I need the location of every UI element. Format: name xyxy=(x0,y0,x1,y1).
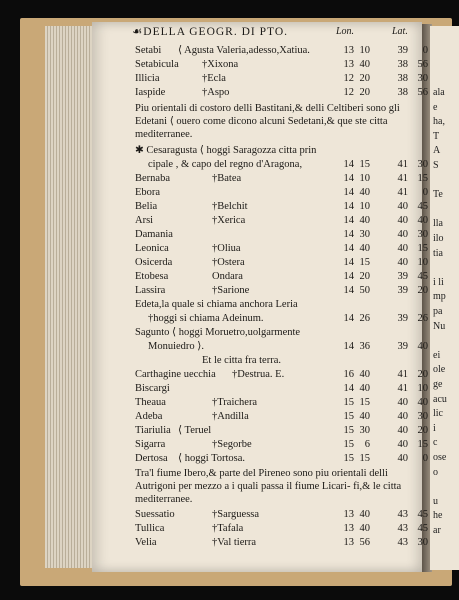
place-name: Suessatio xyxy=(135,509,175,520)
place-name: Ebora xyxy=(135,187,161,198)
latitude-minutes: 45 xyxy=(417,509,428,520)
latitude-minutes: 20 xyxy=(417,425,428,436)
longitude-degrees: 13 xyxy=(343,509,354,520)
longitude-minutes: 40 xyxy=(359,383,370,394)
table-row xyxy=(92,186,428,200)
place-name: Setabi xyxy=(135,45,162,56)
modern-name: †Sarguessa xyxy=(212,509,260,520)
edeta-entry-cont-text: †hoggi si chiama Adeinum. xyxy=(148,313,264,324)
longitude-degrees: 15 xyxy=(343,397,354,408)
right-page-text: lic xyxy=(433,408,443,420)
longitude-degrees: 15 xyxy=(343,411,354,422)
longitude-minutes: 50 xyxy=(359,285,370,296)
table-row xyxy=(92,44,428,58)
longitude-minutes: 40 xyxy=(359,369,370,380)
longitude-minutes: 30 xyxy=(359,425,370,436)
latitude-minutes: 15 xyxy=(417,173,428,184)
longitude-degrees: 16 xyxy=(343,369,354,380)
latitude-minutes: 40 xyxy=(417,341,428,352)
latitude-degrees: 40 xyxy=(397,453,408,464)
longitude-degrees: 12 xyxy=(343,73,354,84)
right-page-text: c xyxy=(433,437,438,449)
latitude-minutes: 15 xyxy=(417,243,428,254)
latitude-degrees: 43 xyxy=(397,509,408,520)
place-name: Velia xyxy=(135,537,157,548)
latitude-minutes: 45 xyxy=(417,271,428,282)
table-row xyxy=(92,200,428,214)
table-row xyxy=(92,536,428,550)
book-page xyxy=(92,22,428,572)
longitude-minutes: 15 xyxy=(359,397,370,408)
place-name: Sigarra xyxy=(135,439,166,450)
place-name: Tullica xyxy=(135,523,165,534)
latitude-degrees: 38 xyxy=(397,59,408,70)
longitude-minutes: 36 xyxy=(359,341,370,352)
longitude-degrees: 14 xyxy=(343,173,354,184)
longitude-degrees: 15 xyxy=(343,425,354,436)
latitude-minutes: 20 xyxy=(417,369,428,380)
longitude-degrees: 14 xyxy=(343,187,354,198)
page-title: ☙DELLA GEOGR. DI PTO. xyxy=(132,26,288,38)
table-row xyxy=(92,396,428,410)
longitude-degrees: 13 xyxy=(343,45,354,56)
table-row xyxy=(92,284,428,298)
longitude-degrees: 14 xyxy=(343,257,354,268)
latitude-degrees: 43 xyxy=(397,537,408,548)
longitude-minutes: 56 xyxy=(359,537,370,548)
latitude-minutes: 30 xyxy=(417,159,428,170)
coordinates-row xyxy=(92,340,428,354)
modern-name: ⟨ hoggi Tortosa. xyxy=(178,453,246,464)
longitude-minutes: 20 xyxy=(359,73,370,84)
right-page-text: ala xyxy=(433,87,445,98)
place-name: Iaspide xyxy=(135,87,166,98)
latitude-minutes: 26 xyxy=(417,313,428,324)
latitude-minutes: 30 xyxy=(417,73,428,84)
latitude-minutes: 20 xyxy=(417,285,428,296)
longitude-minutes: 15 xyxy=(359,453,370,464)
table-row xyxy=(92,382,428,396)
latitude-degrees: 43 xyxy=(397,523,408,534)
longitude-minutes: 15 xyxy=(359,159,370,170)
latitude-column-header: Lat. xyxy=(392,26,408,37)
modern-name: ⟨ Teruel xyxy=(178,425,212,436)
modern-name: †Tafala xyxy=(212,523,244,534)
place-name: Theaua xyxy=(135,397,166,408)
right-page-text: u xyxy=(433,495,438,507)
right-page-text: mp xyxy=(433,291,446,303)
section-subheading xyxy=(92,354,422,368)
modern-name: †Traichera xyxy=(212,397,258,408)
page-edges xyxy=(45,26,97,568)
modern-name: †Andilla xyxy=(212,411,249,422)
latitude-degrees: 41 xyxy=(397,383,408,394)
longitude-minutes: 10 xyxy=(359,173,370,184)
longitude-minutes: 30 xyxy=(359,229,370,240)
place-name: Carthagine uecchia xyxy=(135,369,216,380)
longitude-degrees: 14 xyxy=(343,243,354,254)
latitude-degrees: 38 xyxy=(397,73,408,84)
longitude-minutes: 26 xyxy=(359,313,370,324)
paragraph: Piu orientali di costoro delli Bastitani,& delli Celtiberi sono gli Edetani ⟨ ouero come dicono alcuni Sedetani,& que ste citta mediterranee. xyxy=(135,103,400,140)
table-row xyxy=(92,172,428,186)
table-row xyxy=(92,522,428,536)
latitude-degrees: 39 xyxy=(397,341,408,352)
longitude-degrees: 13 xyxy=(343,59,354,70)
place-name: Arsi xyxy=(135,215,154,226)
latitude-minutes: 15 xyxy=(417,439,428,450)
right-page-text: he xyxy=(433,510,443,522)
latitude-degrees: 40 xyxy=(397,229,408,240)
table-row xyxy=(92,368,428,382)
place-name: Setabicula xyxy=(135,59,179,70)
right-page-text: tia xyxy=(433,247,443,259)
table-row xyxy=(92,242,428,256)
latitude-degrees: 39 xyxy=(397,45,408,56)
right-page-text: ei xyxy=(433,349,441,361)
latitude-degrees: 40 xyxy=(397,439,408,450)
place-name: Dertosa xyxy=(135,453,168,464)
longitude-minutes: 40 xyxy=(359,243,370,254)
right-page-text: pa xyxy=(433,306,443,317)
longitude-minutes: 40 xyxy=(359,59,370,70)
cesaragusta-entry-cont-text: cipale , & capo del regno d'Aragona, xyxy=(148,159,303,170)
table-row xyxy=(92,214,428,228)
longitude-minutes: 6 xyxy=(364,439,370,450)
longitude-minutes: 40 xyxy=(359,509,370,520)
right-page-text: T xyxy=(433,130,440,142)
longitude-degrees: 14 xyxy=(343,229,354,240)
modern-name: Ondara xyxy=(212,271,243,282)
latitude-degrees: 40 xyxy=(397,215,408,226)
right-page-fragment xyxy=(430,26,459,570)
place-name: Tiariulia xyxy=(135,425,171,436)
right-page-text: Te xyxy=(433,189,443,201)
longitude-degrees: 14 xyxy=(343,285,354,296)
longitude-degrees: 14 xyxy=(343,341,354,352)
longitude-degrees: 14 xyxy=(343,159,354,170)
latitude-degrees: 41 xyxy=(397,187,408,198)
modern-name: †Ecla xyxy=(202,73,226,84)
longitude-degrees: 12 xyxy=(343,87,354,98)
right-page-text: ha, xyxy=(433,116,445,128)
longitude-minutes: 10 xyxy=(359,201,370,212)
modern-name: ⟨ Agusta Valeria,adesso,Xatiua. xyxy=(178,45,310,56)
table-row xyxy=(92,424,428,438)
edeta-entry xyxy=(92,298,422,312)
modern-name: †Oliua xyxy=(212,243,241,254)
place-name: Bernaba xyxy=(135,173,170,184)
right-page-text: i xyxy=(433,422,436,434)
modern-name: †Xerica xyxy=(212,215,246,226)
latitude-degrees: 40 xyxy=(397,397,408,408)
latitude-minutes: 30 xyxy=(417,229,428,240)
longitude-degrees: 14 xyxy=(343,313,354,324)
table-row xyxy=(92,452,428,466)
latitude-minutes: 10 xyxy=(417,383,428,394)
longitude-column-header: Lon. xyxy=(336,26,355,37)
section-subheading-text: Et le citta fra terra. xyxy=(202,355,281,366)
latitude-degrees: 39 xyxy=(397,285,408,296)
right-page-text: Nu xyxy=(433,320,446,332)
latitude-minutes: 56 xyxy=(417,59,428,70)
place-name: Lassira xyxy=(135,285,166,296)
latitude-minutes: 0 xyxy=(422,187,428,198)
table-row xyxy=(92,508,428,522)
modern-name: †Val tierra xyxy=(212,537,257,548)
place-name: Osicerda xyxy=(135,257,173,268)
longitude-degrees: 13 xyxy=(343,537,354,548)
sagunto-entry-cont-text: Monuiedro ⟩. xyxy=(148,341,205,352)
latitude-minutes: 40 xyxy=(417,215,428,226)
latitude-degrees: 41 xyxy=(397,369,408,380)
latitude-minutes: 30 xyxy=(417,411,428,422)
cesaragusta-entry xyxy=(92,144,422,158)
latitude-degrees: 40 xyxy=(397,425,408,436)
modern-name: †Xixona xyxy=(202,59,239,70)
latitude-degrees: 41 xyxy=(397,159,408,170)
longitude-minutes: 10 xyxy=(359,45,370,56)
right-page-text: i li xyxy=(433,276,444,288)
right-page-text: ole xyxy=(433,364,446,376)
right-page-text: ge xyxy=(433,379,443,390)
place-name: Leonica xyxy=(135,243,169,254)
place-name: Adeba xyxy=(135,411,163,422)
longitude-degrees: 15 xyxy=(343,453,354,464)
latitude-minutes: 10 xyxy=(417,257,428,268)
modern-name: †Destrua. E. xyxy=(232,369,285,380)
latitude-minutes: 40 xyxy=(417,397,428,408)
latitude-degrees: 40 xyxy=(397,257,408,268)
right-page-text: S xyxy=(433,160,439,171)
latitude-degrees: 39 xyxy=(397,271,408,282)
latitude-degrees: 39 xyxy=(397,313,408,324)
latitude-degrees: 40 xyxy=(397,243,408,254)
edeta-entry-text: Edeta,la quale si chiama anchora Leria xyxy=(135,299,298,310)
latitude-minutes: 56 xyxy=(417,87,428,98)
latitude-degrees: 40 xyxy=(397,411,408,422)
longitude-minutes: 20 xyxy=(359,87,370,98)
latitude-degrees: 38 xyxy=(397,87,408,98)
right-page-text: A xyxy=(433,145,441,157)
latitude-minutes: 0 xyxy=(422,45,428,56)
table-row xyxy=(92,72,428,86)
longitude-degrees: 14 xyxy=(343,271,354,282)
longitude-minutes: 40 xyxy=(359,215,370,226)
modern-name: †Ostera xyxy=(212,257,245,268)
right-page-text: acu xyxy=(433,393,447,405)
coordinates-row xyxy=(92,158,428,172)
longitude-minutes: 40 xyxy=(359,187,370,198)
modern-name: †Segorbe xyxy=(212,439,252,450)
place-name: Etobesa xyxy=(135,271,169,282)
longitude-minutes: 40 xyxy=(359,523,370,534)
right-page-text: ilo xyxy=(433,233,444,244)
longitude-degrees: 13 xyxy=(343,523,354,534)
table-row xyxy=(92,86,428,100)
right-page-text: e xyxy=(433,101,438,113)
right-page-text: lla xyxy=(433,218,443,230)
latitude-degrees: 41 xyxy=(397,173,408,184)
latitude-degrees: 40 xyxy=(397,201,408,212)
place-name: Illicia xyxy=(135,73,160,84)
latitude-minutes: 30 xyxy=(417,537,428,548)
modern-name: †Aspo xyxy=(202,87,230,98)
longitude-degrees: 15 xyxy=(343,439,354,450)
longitude-minutes: 20 xyxy=(359,271,370,282)
right-page-text: ar xyxy=(433,525,441,536)
sagunto-entry xyxy=(92,326,422,340)
table-row xyxy=(92,410,428,424)
table-row xyxy=(92,438,428,452)
longitude-degrees: 14 xyxy=(343,215,354,226)
latitude-minutes: 45 xyxy=(417,201,428,212)
place-name: Damania xyxy=(135,229,173,240)
table-row xyxy=(92,58,428,72)
paragraph: Tra'l fiume Ibero,& parte del Pireneo sono piu orientali delli Autrigoni per mezzo a i quali passa il fiume Licari- fi,& le citta mediterranee. xyxy=(135,468,402,505)
table-row xyxy=(92,256,428,270)
modern-name: †Belchit xyxy=(212,201,248,212)
longitude-minutes: 40 xyxy=(359,411,370,422)
modern-name: †Sarione xyxy=(212,285,250,296)
longitude-degrees: 14 xyxy=(343,201,354,212)
sagunto-entry-text: Sagunto ⟨ hoggi Moruetro,uolgarmente xyxy=(135,327,301,338)
latitude-minutes: 0 xyxy=(422,453,428,464)
place-name: Belia xyxy=(135,201,158,212)
place-name: Biscargi xyxy=(135,383,170,394)
longitude-minutes: 15 xyxy=(359,257,370,268)
longitude-degrees: 14 xyxy=(343,383,354,394)
latitude-minutes: 45 xyxy=(417,523,428,534)
cesaragusta-entry-text: ✱ Cesaragusta ⟨ hoggi Saragozza citta prin xyxy=(135,145,317,156)
right-page-text: o xyxy=(433,466,438,478)
table-row xyxy=(92,270,428,284)
right-page-text: ose xyxy=(433,452,447,463)
table-row xyxy=(92,228,428,242)
coordinates-row xyxy=(92,312,428,326)
running-header xyxy=(132,24,432,40)
modern-name: †Batea xyxy=(212,173,242,184)
